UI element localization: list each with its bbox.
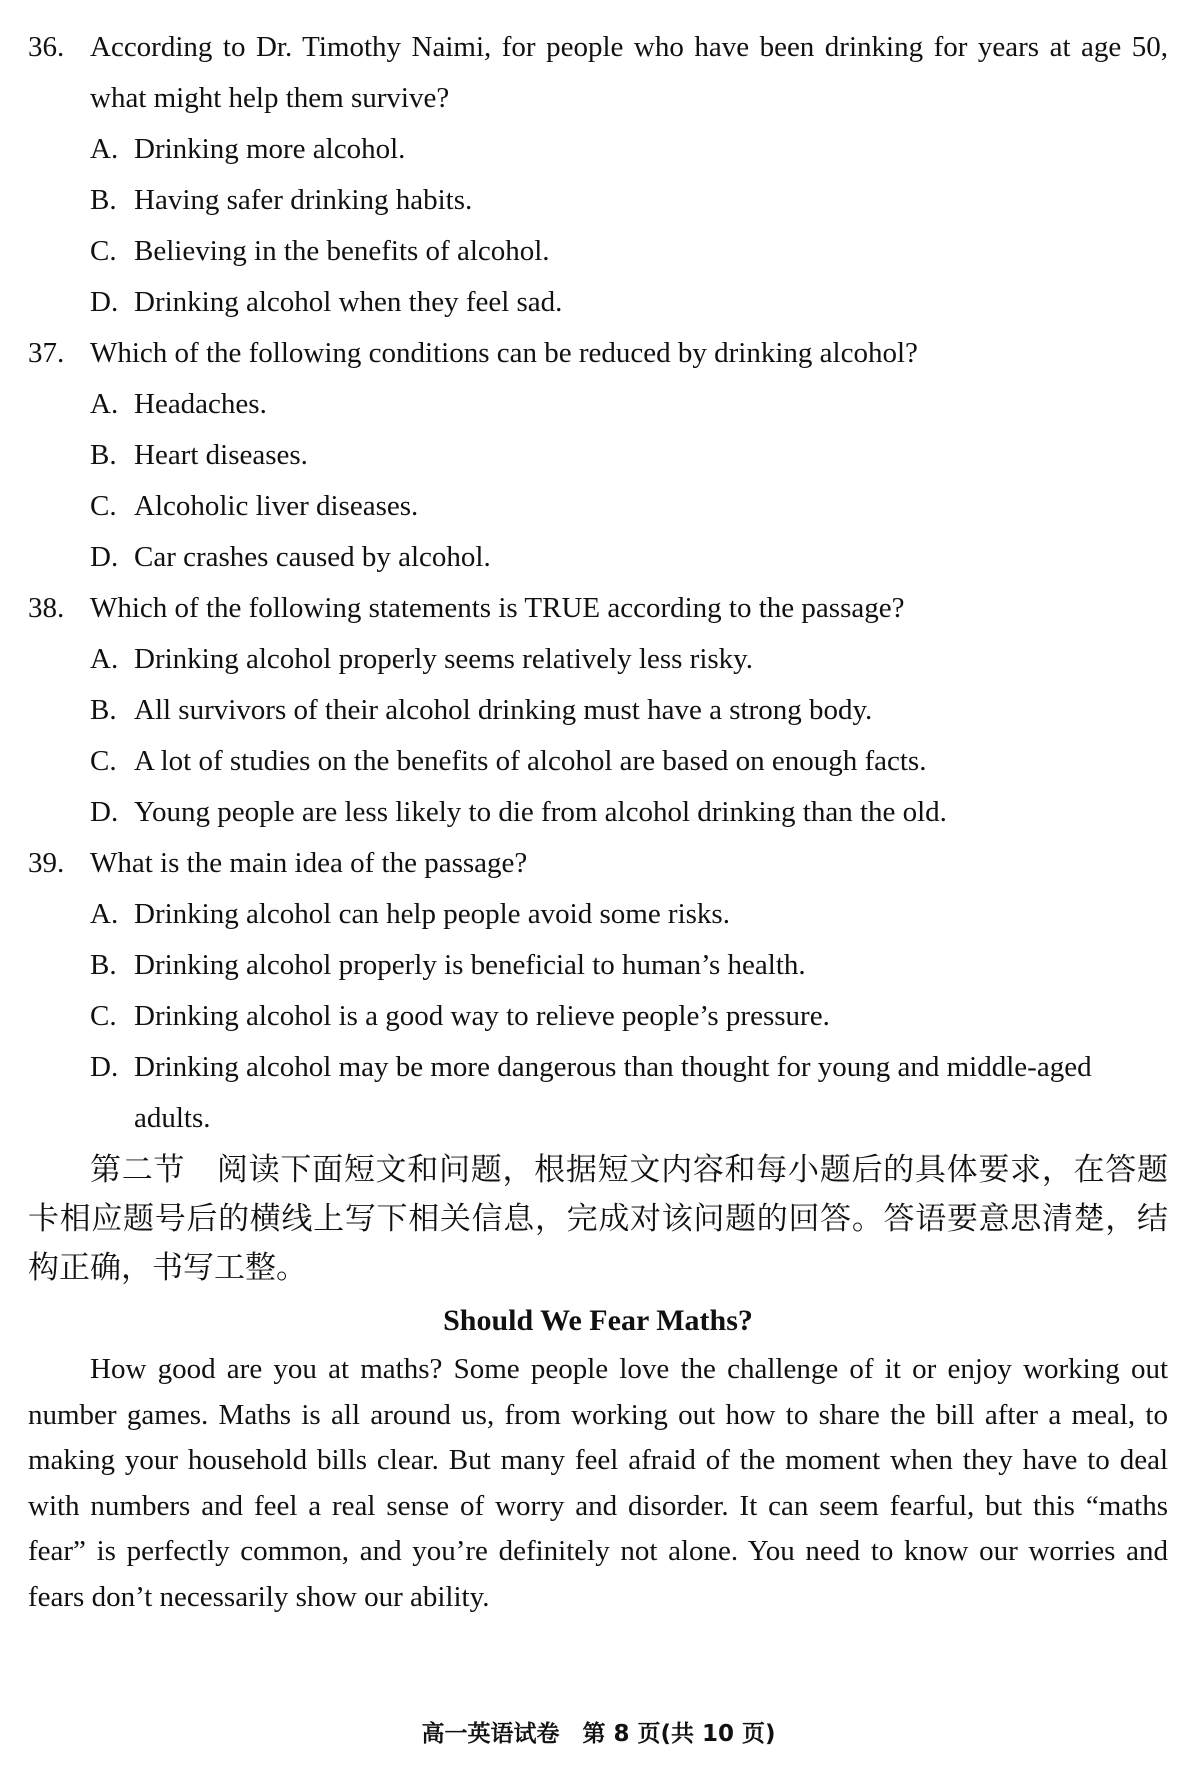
option-letter: B. xyxy=(90,184,117,216)
option-b xyxy=(28,175,1168,226)
option-letter: B. xyxy=(90,694,117,726)
option-b xyxy=(28,430,1168,481)
option-letter: C. xyxy=(90,1000,117,1032)
option-letter: C. xyxy=(90,235,117,267)
option-text: Car crashes caused by alcohol. xyxy=(134,541,491,573)
option-d xyxy=(28,787,1168,838)
page-content xyxy=(28,22,1168,1620)
option-d xyxy=(28,1042,1168,1144)
question-number: 37. xyxy=(28,337,65,369)
option-text: Drinking alcohol may be more dangerous than thought for young and middle-aged adults. xyxy=(134,1051,1092,1134)
question-stem xyxy=(28,583,1168,634)
option-c xyxy=(28,991,1168,1042)
option-text: Drinking alcohol properly seems relatively less risky. xyxy=(134,643,754,675)
option-text: Young people are less likely to die from alcohol drinking than the old. xyxy=(134,796,947,828)
option-letter: B. xyxy=(90,439,117,471)
option-letter: D. xyxy=(90,286,119,318)
option-text: All survivors of their alcohol drinking must have a strong body. xyxy=(134,694,873,726)
question-stem xyxy=(28,838,1168,889)
question-text: According to Dr. Timothy Naimi, for people who have been drinking for years at age 50, what might help them survive? xyxy=(90,31,1168,114)
option-letter: D. xyxy=(90,541,119,573)
option-text: Drinking more alcohol. xyxy=(134,133,406,165)
option-letter: A. xyxy=(90,643,119,675)
option-text: Believing in the benefits of alcohol. xyxy=(134,235,550,267)
option-letter: A. xyxy=(90,133,119,165)
question-number: 39. xyxy=(28,847,65,879)
option-a xyxy=(28,889,1168,940)
option-text: Alcoholic liver diseases. xyxy=(134,490,419,522)
option-a xyxy=(28,124,1168,175)
question-39 xyxy=(28,838,1168,1144)
option-letter: B. xyxy=(90,949,117,981)
question-stem xyxy=(28,328,1168,379)
question-number: 38. xyxy=(28,592,65,624)
option-letter: C. xyxy=(90,490,117,522)
question-text: Which of the following statements is TRUE according to the passage? xyxy=(90,592,905,624)
option-text: Drinking alcohol is a good way to relieve people’s pressure. xyxy=(134,1000,830,1032)
question-text: Which of the following conditions can be reduced by drinking alcohol? xyxy=(90,337,918,369)
option-letter: D. xyxy=(90,1051,119,1083)
option-letter: D. xyxy=(90,796,119,828)
option-a xyxy=(28,634,1168,685)
option-c xyxy=(28,226,1168,277)
option-letter: A. xyxy=(90,388,119,420)
option-b xyxy=(28,940,1168,991)
passage-paragraph: How good are you at maths? Some people love the challenge of it or enjoy working out number games. Maths is all around us, from working out how to share the bill after a meal, to making your household bills clear. But many feel afraid of the moment when they have to deal with numbers and feel a real sense of worry and disorder. It can seem fearful, but this “maths fear” is perfectly common, and you’re definitely not alone. You need to know our worries and fears don’t necessarily show our ability. xyxy=(28,1353,1168,1613)
page-footer: 高一英语试卷 第 8 页(共 10 页) xyxy=(421,1721,776,1747)
option-c xyxy=(28,481,1168,532)
option-text: A lot of studies on the benefits of alcohol are based on enough facts. xyxy=(134,745,927,777)
question-number: 36. xyxy=(28,31,65,63)
question-37 xyxy=(28,328,1168,583)
option-text: Drinking alcohol when they feel sad. xyxy=(134,286,563,318)
option-text: Having safer drinking habits. xyxy=(134,184,473,216)
option-a xyxy=(28,379,1168,430)
option-text: Drinking alcohol properly is beneficial to human’s health. xyxy=(134,949,806,981)
question-text: What is the main idea of the passage? xyxy=(90,847,528,879)
section-instructions: 第二节 阅读下面短文和问题，根据短文内容和每小题后的具体要求，在答题卡相应题号后的横线上写下相关信息，完成对该问题的回答。答语要意思清楚，结构正确，书写工整。 xyxy=(28,1152,1168,1286)
option-c xyxy=(28,736,1168,787)
option-letter: A. xyxy=(90,898,119,930)
option-letter: C. xyxy=(90,745,117,777)
option-b xyxy=(28,685,1168,736)
question-36 xyxy=(28,22,1168,328)
option-text: Heart diseases. xyxy=(134,439,308,471)
passage-title: Should We Fear Maths? xyxy=(443,1304,753,1337)
option-d xyxy=(28,532,1168,583)
option-text: Drinking alcohol can help people avoid some risks. xyxy=(134,898,730,930)
option-text: Headaches. xyxy=(134,388,267,420)
option-d xyxy=(28,277,1168,328)
question-38 xyxy=(28,583,1168,838)
question-stem xyxy=(28,22,1168,124)
